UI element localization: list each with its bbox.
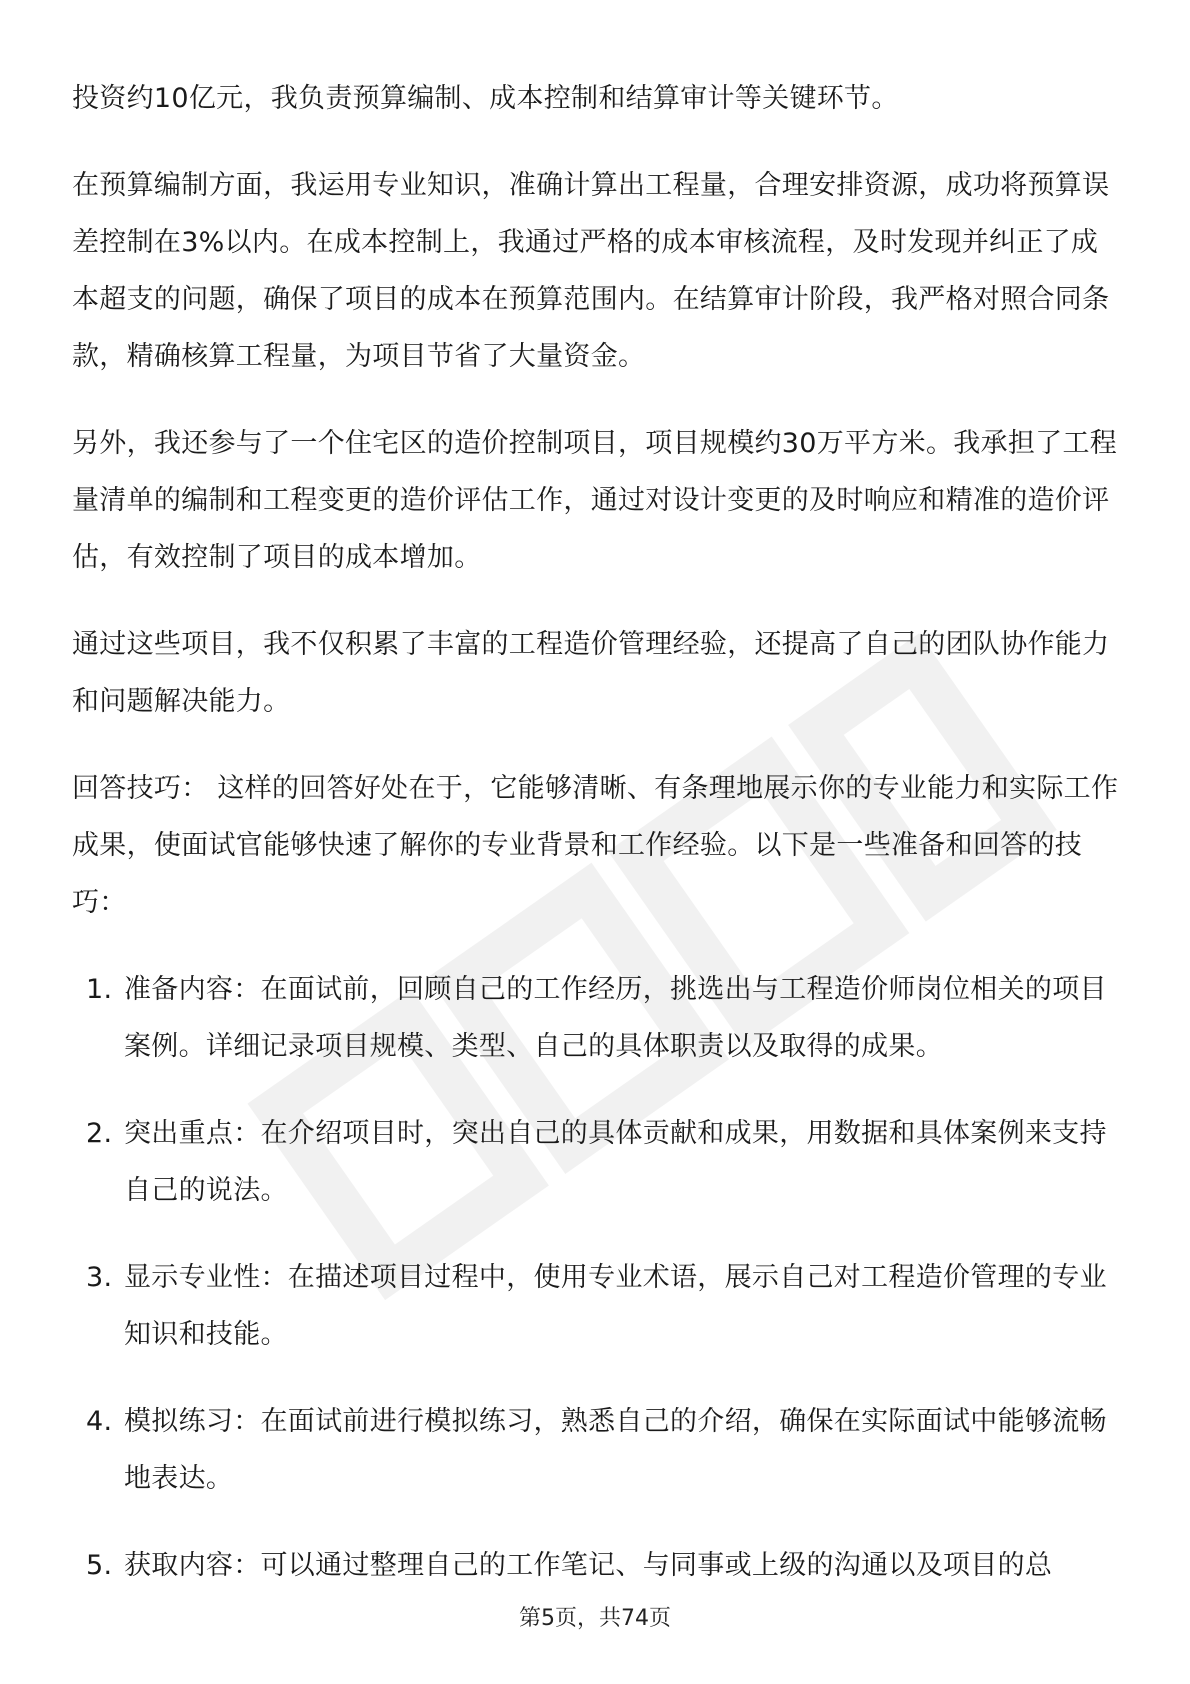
list-item (72, 1537, 1122, 1594)
paragraph: 另外，我还参与了一个住宅区的造价控制项目，项目规模约30万平方米。我承担了工程量清单的编制和工程变更的造价评估工作，通过对设计变更的及时响应和精准的造价评估，有效控制了项目的成本增加。 (72, 428, 1118, 573)
list-item (72, 1105, 1122, 1219)
document-body (72, 70, 1122, 1624)
list-number: 5. (86, 1550, 113, 1581)
list-text: 突出重点：在介绍项目时，突出自己的具体贡献和成果，用数据和具体案例来支持自己的说法。 (124, 1118, 1107, 1206)
answer-tips-intro: 回答技巧： 这样的回答好处在于，它能够清晰、有条理地展示你的专业能力和实际工作成果，使面试官能够快速了解你的专业背景和工作经验。以下是一些准备和回答的技巧： (72, 773, 1119, 918)
list-number: 1. (86, 974, 113, 1005)
paragraph: 通过这些项目，我不仅积累了丰富的工程造价管理经验，还提高了自己的团队协作能力和问题解决能力。 (72, 629, 1110, 717)
list-text: 准备内容：在面试前，回顾自己的工作经历，挑选出与工程造价师岗位相关的项目案例。详细记录项目规模、类型、自己的具体职责以及取得的成果。 (124, 974, 1107, 1062)
paragraph: 在预算编制方面，我运用专业知识，准确计算出工程量，合理安排资源，成功将预算误差控制在3%以内。在成本控制上，我通过严格的成本审核流程，及时发现并纠正了成本超支的问题，确保了项目的成本在预算范围内。在结算审计阶段，我严格对照合同条款，精确核算工程量，为项目节省了大量资金。 (72, 170, 1110, 372)
list-item (72, 961, 1122, 1075)
tips-list (72, 961, 1122, 1594)
list-number: 4. (86, 1406, 113, 1437)
page-number: 第5页，共74页 (519, 1606, 671, 1631)
list-number: 3. (86, 1262, 113, 1293)
paragraph: 投资约10亿元，我负责预算编制、成本控制和结算审计等关键环节。 (72, 83, 899, 114)
list-item (72, 1249, 1122, 1363)
list-number: 2. (86, 1118, 113, 1149)
list-item (72, 1393, 1122, 1507)
list-text: 模拟练习：在面试前进行模拟练习，熟悉自己的介绍，确保在实际面试中能够流畅地表达。 (124, 1406, 1107, 1494)
list-text: 获取内容：可以通过整理自己的工作笔记、与同事或上级的沟通以及项目的总 (124, 1550, 1053, 1581)
list-text: 显示专业性：在描述项目过程中，使用专业术语，展示自己对工程造价管理的专业知识和技能。 (124, 1262, 1107, 1350)
